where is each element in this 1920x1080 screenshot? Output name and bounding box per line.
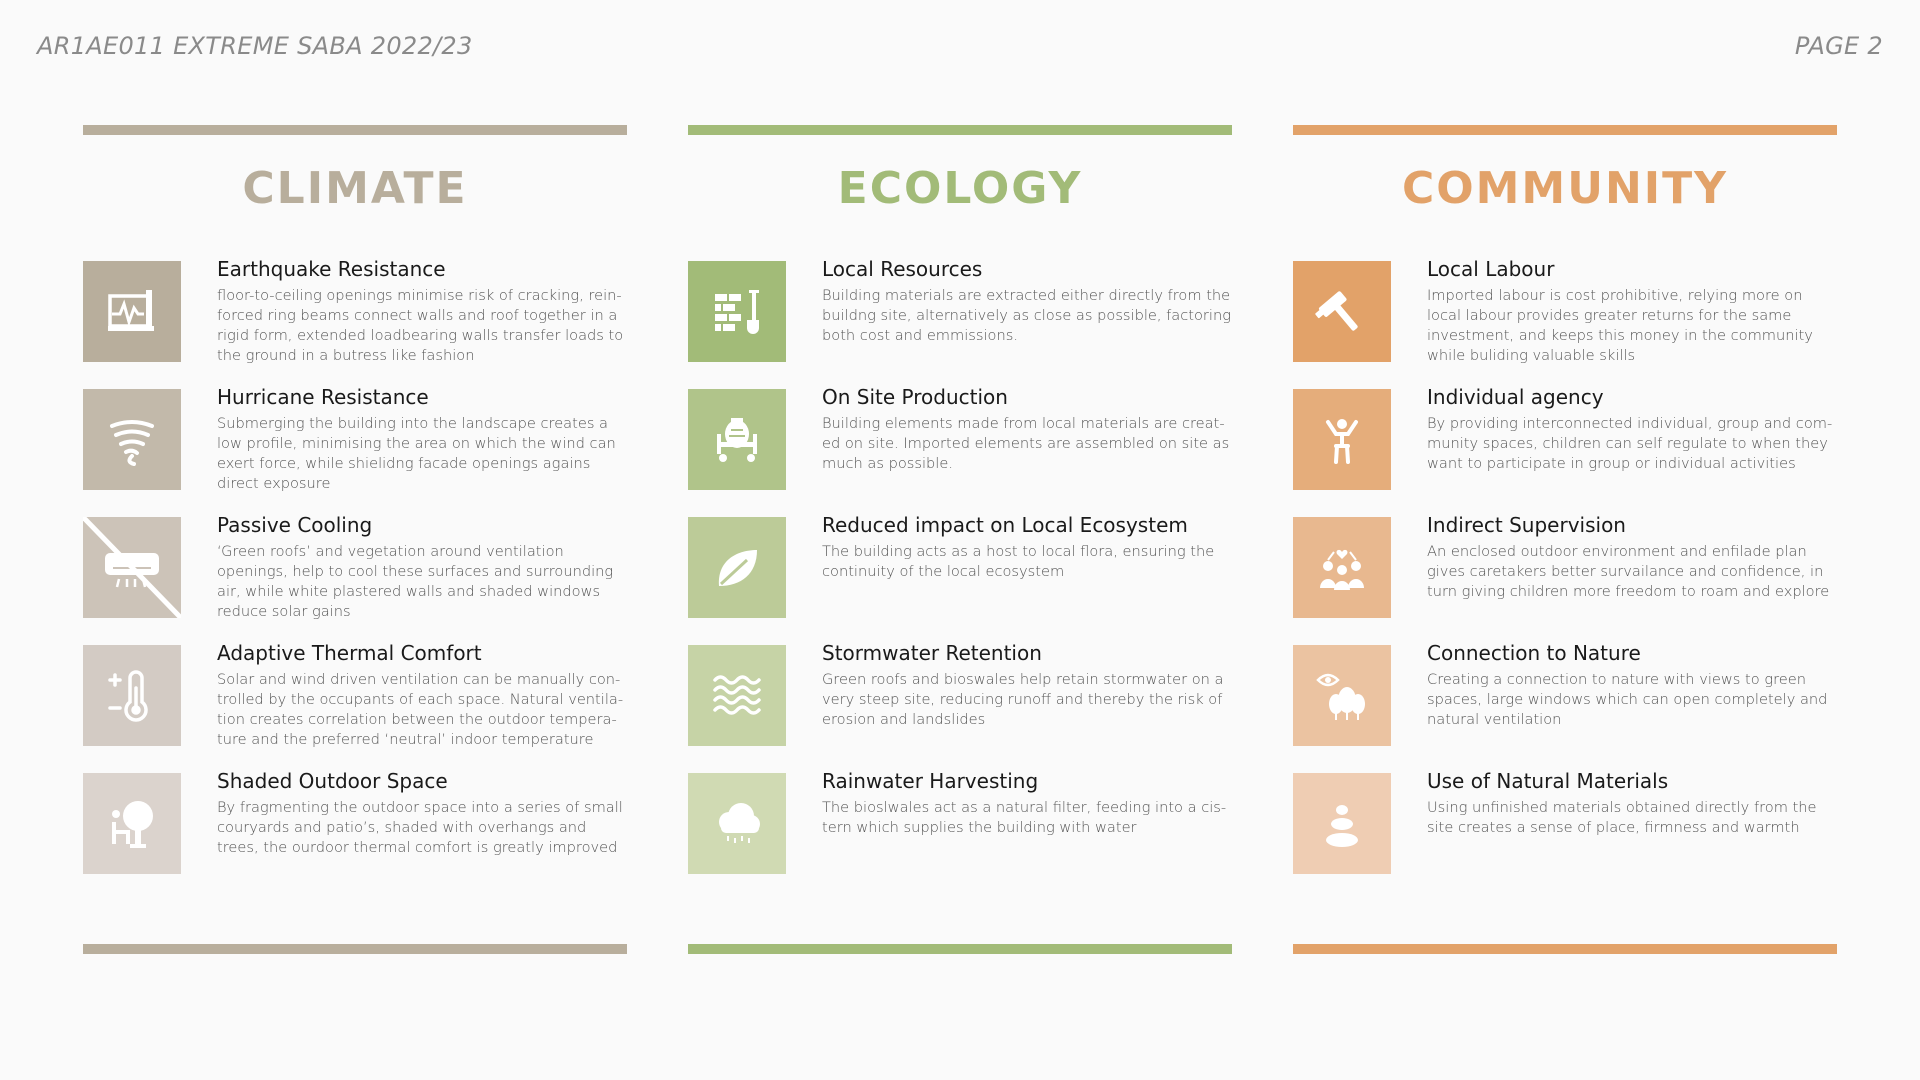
item-description: The building acts as a host to local flora, ensuring the continuity of the local ecosystem — [822, 543, 1215, 580]
item-description: By fragmenting the outdoor space into a series of small couryards and patio’s, shaded with overhangs and trees, the ourdoor thermal comfort is greatly improved — [217, 799, 623, 856]
item-title: Rainwater Harvesting — [822, 769, 1039, 793]
item-title: Individual agency — [1427, 385, 1604, 409]
bricks-shovel-icon — [688, 261, 786, 362]
community-item-local-labour — [1293, 257, 1837, 371]
item-description: Solar and wind driven ventilation can be manually con-trolled by the occupants of each space. Natural ventila-tion creates correlation between the outdoor tempera-ture and the preferred ‘neutral’ indoor temperature — [217, 671, 624, 748]
item-description: Submerging the building into the landscape creates a low profile, minimising the area on which the wind can exert force, while shielidng facade openings agains direct exposure — [217, 415, 616, 492]
item-title: Stormwater Retention — [822, 641, 1042, 665]
ecology-item-stormwater — [688, 641, 1232, 755]
community-item-connection-nature — [1293, 641, 1837, 755]
climate-item-thermal-comfort — [83, 641, 627, 755]
community-item-indirect-supervision — [1293, 513, 1837, 627]
seismograph-icon — [83, 261, 181, 362]
climate-item-shaded-outdoor — [83, 769, 627, 883]
page-number: PAGE 2 — [1794, 32, 1883, 60]
item-title: On Site Production — [822, 385, 1008, 409]
hammer-icon — [1293, 261, 1391, 362]
ecology-item-ecosystem — [688, 513, 1232, 627]
ecology-item-rainwater — [688, 769, 1232, 883]
item-description: Building elements made from local materials are creat-ed on site. Imported elements are assembled on site as much as possible. — [822, 415, 1230, 472]
community-item-individual-agency — [1293, 385, 1837, 499]
item-title: Passive Cooling — [217, 513, 373, 537]
thermometer-icon — [83, 645, 181, 746]
document-code: AR1AE011 EXTREME SABA 2022/23 — [37, 32, 473, 60]
eye-trees-icon — [1293, 645, 1391, 746]
ecology-top-bar — [688, 125, 1232, 135]
ecology-item-on-site-production — [688, 385, 1232, 499]
item-description: Building materials are extracted either directly from the buildng site, alternatively as close as possible, factoring both cost and emmissions. — [822, 287, 1231, 344]
community-top-bar — [1293, 125, 1837, 135]
item-description: Imported labour is cost prohibitive, relying more on local labour provides greater returns for the same investment, and keeps this money in the community while buliding valuable skills — [1427, 287, 1813, 364]
leaf-icon — [688, 517, 786, 618]
community-bottom-bar — [1293, 944, 1837, 954]
hurricane-icon — [83, 389, 181, 490]
concrete-mixer-icon — [688, 389, 786, 490]
stacked-stones-icon — [1293, 773, 1391, 874]
climate-top-bar — [83, 125, 627, 135]
community-column — [1293, 125, 1837, 955]
climate-item-hurricane — [83, 385, 627, 499]
no-air-conditioner-icon — [83, 517, 181, 618]
tree-bench-icon — [83, 773, 181, 874]
item-title: Local Resources — [822, 257, 983, 281]
ecology-title: ECOLOGY — [837, 163, 1083, 214]
item-title: Hurricane Resistance — [217, 385, 429, 409]
item-title: Use of Natural Materials — [1427, 769, 1669, 793]
family-icon — [1293, 517, 1391, 618]
item-title: Connection to Nature — [1427, 641, 1641, 665]
item-title: Indirect Supervision — [1427, 513, 1626, 537]
ecology-column — [688, 125, 1232, 955]
rain-cloud-icon — [688, 773, 786, 874]
child-icon — [1293, 389, 1391, 490]
item-description: floor-to-ceiling openings minimise risk of cracking, rein-forced ring beams connect walls and roof together in a rigid form, extended loadbearing walls transfer loads to the ground in a butress like fashion — [217, 287, 624, 364]
item-description: The bioslwales act as a natural filter, feeding into a cis-tern which supplies the building with water — [822, 799, 1227, 836]
item-description: Green roofs and bioswales help retain stormwater on a very steep site, reducing runoff and thereby the risk of erosion and landslides — [822, 671, 1224, 728]
climate-title: CLIMATE — [242, 163, 468, 214]
climate-item-earthquake — [83, 257, 627, 371]
item-description: Creating a connection to nature with views to green spaces, large windows which can open completely and natural ventilation — [1427, 671, 1828, 728]
item-title: Earthquake Resistance — [217, 257, 446, 281]
climate-column — [83, 125, 627, 955]
item-description: ‘Green roofs’ and vegetation around ventilation openings, help to cool these surfaces and surrounding air, while white plastered walls and shaded windows reduce solar gains — [217, 543, 614, 620]
community-title: COMMUNITY — [1401, 163, 1729, 214]
item-title: Reduced impact on Local Ecosystem — [822, 513, 1188, 537]
item-description: Using unfinished materials obtained directly from the site creates a sense of place, firmness and warmth — [1427, 799, 1817, 836]
water-waves-icon — [688, 645, 786, 746]
ecology-item-local-resources — [688, 257, 1232, 371]
community-item-natural-materials — [1293, 769, 1837, 883]
item-description: By providing interconnected individual, group and com-munity spaces, children can self regulate to when they want to participate in group or individual activities — [1427, 415, 1833, 472]
item-title: Local Labour — [1427, 257, 1555, 281]
climate-bottom-bar — [83, 944, 627, 954]
ecology-bottom-bar — [688, 944, 1232, 954]
item-title: Shaded Outdoor Space — [217, 769, 448, 793]
climate-item-passive-cooling — [83, 513, 627, 627]
item-description: An enclosed outdoor environment and enfilade plan gives caretakers better survailance and confidence, in turn giving children more freedom to roam and explore — [1427, 543, 1830, 600]
item-title: Adaptive Thermal Comfort — [217, 641, 482, 665]
